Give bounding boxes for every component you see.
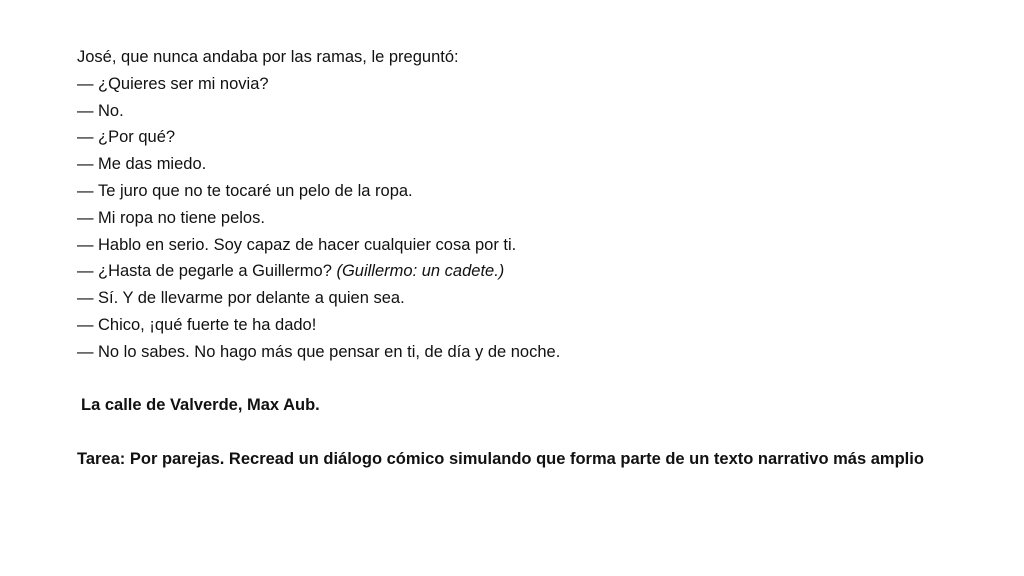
dialogue-dash: — <box>77 181 94 200</box>
dialogue-dash: — <box>77 262 94 281</box>
dialogue-dash: — <box>77 315 94 334</box>
dialogue-dash: — <box>77 289 94 308</box>
dialogue-line <box>77 178 977 205</box>
dialogue-line <box>77 151 977 178</box>
source-citation: La calle de Valverde, Max Aub. <box>81 396 320 415</box>
dialogue-line <box>77 285 977 312</box>
dialogue-text: ¿Por qué? <box>98 128 176 147</box>
dialogue-dash: — <box>77 342 94 361</box>
dialogue-text: ¿Quieres ser mi novia? <box>98 74 269 93</box>
dialogue-dash: — <box>77 128 94 147</box>
dialogue-text: No lo sabes. No hago más que pensar en ti, de día y de noche. <box>98 342 561 361</box>
dialogue-line <box>77 339 977 366</box>
dialogue-intro: José, que nunca andaba por las ramas, le preguntó: <box>77 48 459 66</box>
dialogue-text: Chico, ¡qué fuerte te ha dado! <box>98 315 317 334</box>
dialogue-line <box>77 98 977 125</box>
dialogue-line <box>77 71 977 98</box>
slide-content <box>77 44 977 473</box>
dialogue-dash: — <box>77 101 94 120</box>
dialogue-line <box>77 205 977 232</box>
spacer <box>77 366 977 393</box>
dialogue-text: Mi ropa no tiene pelos. <box>98 208 265 227</box>
dialogue-line <box>77 312 977 339</box>
dialogue-dash: — <box>77 74 94 93</box>
dialogue-text: Te juro que no te tocaré un pelo de la ropa. <box>98 181 413 200</box>
dialogue-text: Hablo en serio. Soy capaz de hacer cualquier cosa por ti. <box>98 235 517 254</box>
dialogue-line <box>77 232 977 259</box>
dialogue-dash: — <box>77 235 94 254</box>
dialogue-text: ¿Hasta de pegarle a Guillermo? <box>98 262 332 281</box>
dialogue-text: No. <box>98 101 124 120</box>
spacer <box>77 419 977 446</box>
dialogue-dash: — <box>77 208 94 227</box>
dialogue-note: (Guillermo: un cadete.) <box>336 262 505 281</box>
dialogue-line <box>77 124 977 151</box>
dialogue-line <box>77 258 977 285</box>
dialogue-dash: — <box>77 155 94 174</box>
task-instructions: Tarea: Por parejas. Recread un diálogo cómico simulando que forma parte de un texto narrativo más amplio <box>77 449 924 468</box>
dialogue-text: Sí. Y de llevarme por delante a quien sea. <box>98 289 405 308</box>
dialogue-text: Me das miedo. <box>98 155 207 174</box>
